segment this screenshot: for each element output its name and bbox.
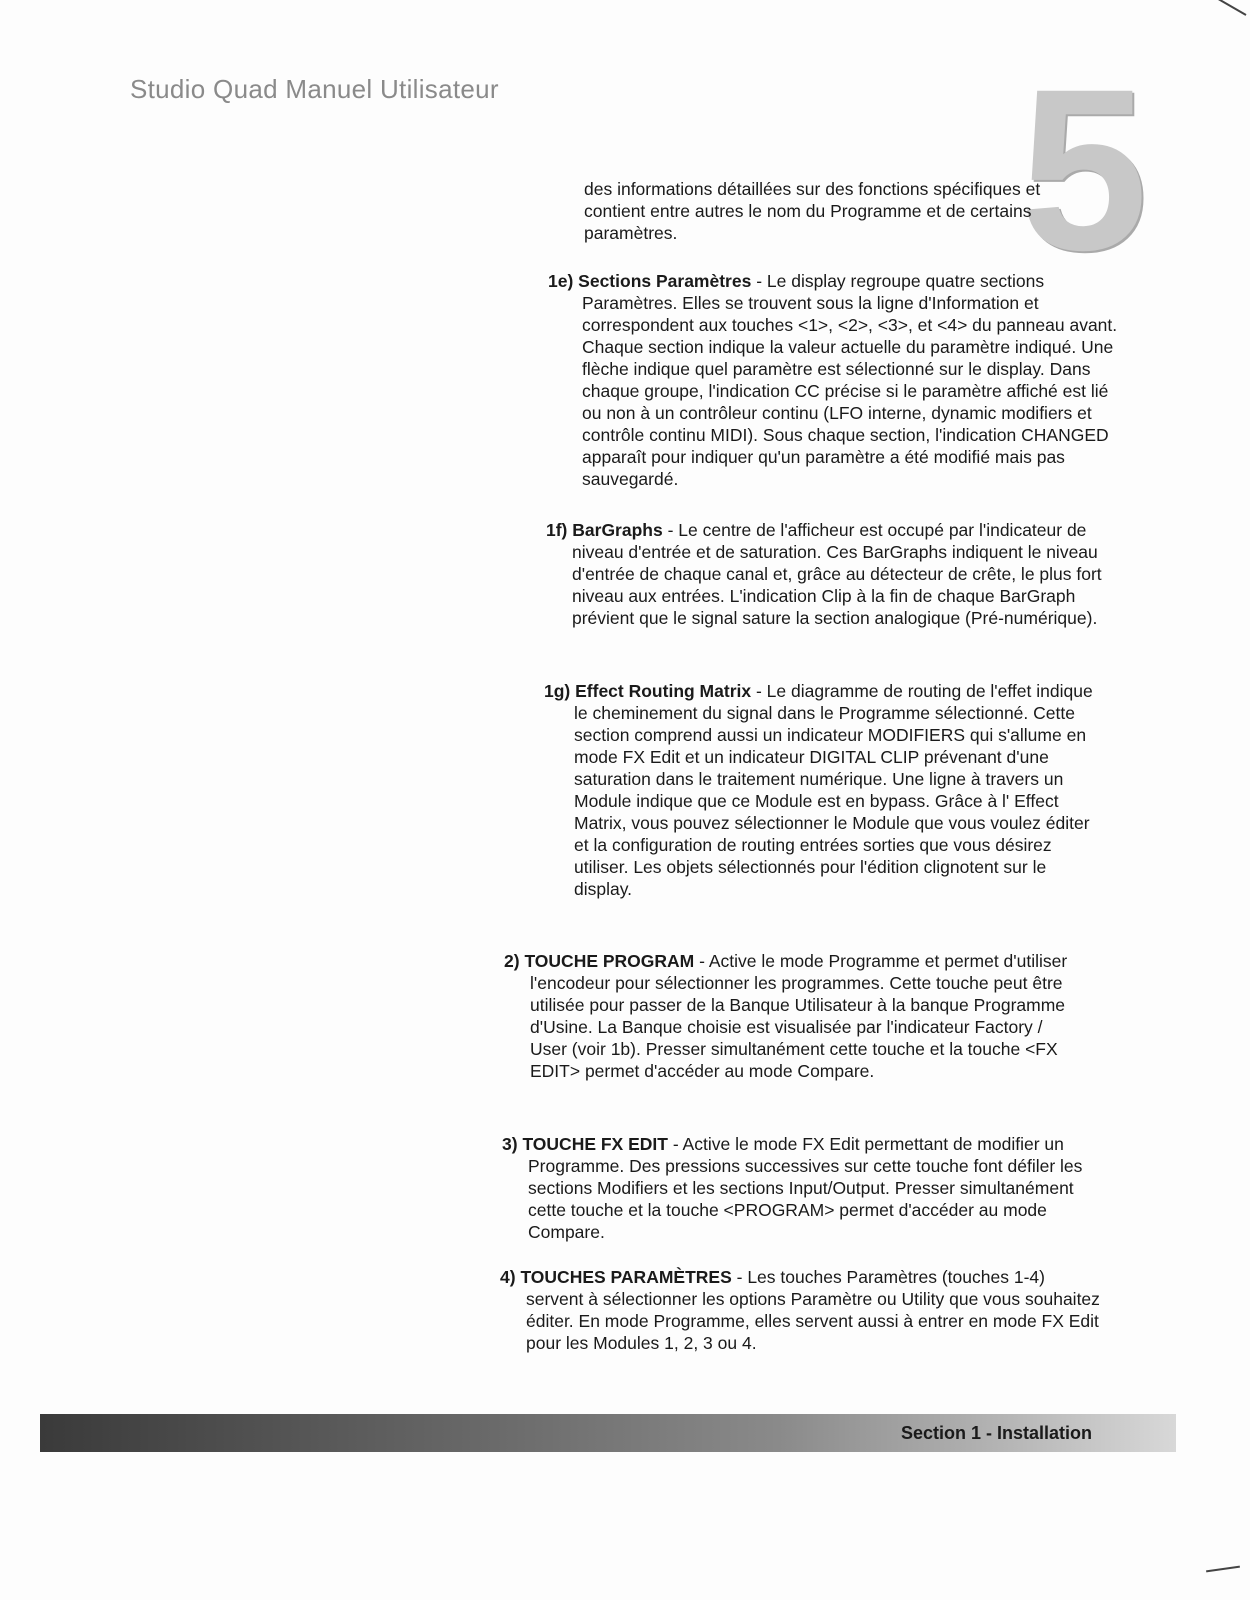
item-text: - Active le mode Programme et permet d'utiliser l'encodeur pour sélectionner les programmes. Cette touche peut être utilisée pour passer de la Banque Utilisateur à la banque Programme d'Usine. La Banque choisie est visualisée par l'indicateur Factory / User (voir 1b). Presser simultanément cette touche et la touche <FX EDIT> permet d'accéder au mode Compare.	[530, 951, 1068, 1081]
item-text: - Le display regroupe quatre sections Paramètres. Elles se trouvent sous la ligne d'Information et correspondent aux touches <1>, <2>, <3>, et <4> du panneau avant. Chaque section indique la valeur actuelle du paramètre indiqué. Une flèche indique quel paramètre est sélectionné sur le display. Dans chaque groupe, l'indication CC précise si le paramètre affiché est lié ou non à un contrôleur continu (LFO interne, dynamic modifiers et contrôle continu MIDI). Sous chaque section, l'indication CHANGED apparaît pour indiquer qu'un paramètre a été modifié mais pas sauvegardé.	[582, 271, 1118, 489]
item-number: 1e)	[548, 271, 574, 291]
item-body	[502, 1133, 1092, 1243]
footer-section-label: Section 1 - Installation	[900, 1423, 1092, 1443]
footer-bar	[40, 1414, 1176, 1452]
corner-mark	[1207, 0, 1246, 16]
item-body	[546, 519, 1116, 629]
item-1g	[544, 680, 1104, 900]
item-body	[504, 950, 1084, 1082]
item-1f	[546, 519, 1116, 629]
item-body	[500, 1266, 1100, 1354]
item-body	[548, 270, 1118, 490]
item-text: - Le centre de l'afficheur est occupé par l'indicateur de niveau d'entrée et de saturation. Ces BarGraphs indiquent le niveau d'entrée de chaque canal et, grâce au détecteur de crête, le plus fort niveau aux entrées. L'indication Clip à la fin de chaque BarGraph prévient que le signal sature la section analogique (Pré-numérique).	[572, 520, 1102, 628]
item-heading: TOUCHES PARAMÈTRES	[520, 1267, 732, 1287]
item-heading: BarGraphs	[572, 520, 663, 540]
page-header-title: Studio Quad Manuel Utilisateur	[130, 74, 499, 104]
item-number: 3)	[502, 1134, 518, 1154]
item-text: - Le diagramme de routing de l'effet indique le cheminement du signal dans le Programme sélectionné. Cette section comprend aussi un indicateur MODIFIERS qui s'allume en mode FX Edit et un indicateur DIGITAL CLIP prévenant d'une saturation dans le traitement numérique. Une ligne à travers un Module indique que ce Module est en bypass. Grâce à l' Effect Matrix, vous pouvez sélectionner le Module que vous voulez éditer et la configuration de routing entrées sorties que vous désirez utiliser. Les objets sélectionnés pour l'édition clignotent sur le display.	[574, 681, 1093, 899]
item-heading: TOUCHE FX EDIT	[522, 1134, 668, 1154]
item-number: 1g)	[544, 681, 571, 701]
intro-paragraph: des informations détaillées sur des fonctions spécifiques et contient entre autres le nom du Programme et de certains paramètres.	[584, 179, 1041, 243]
item-body	[544, 680, 1104, 900]
item-text: - Active le mode FX Edit permettant de modifier un Programme. Des pressions successives sur cette touche font défiler les sections Modifiers et les sections Input/Output. Presser simultanément cette touche et la touche <PROGRAM> permet d'accéder au mode Compare.	[528, 1134, 1083, 1242]
item-3	[502, 1133, 1092, 1243]
item-1e	[548, 270, 1118, 490]
item-2	[504, 950, 1084, 1082]
item-4	[500, 1266, 1100, 1354]
item-text: - Les touches Paramètres (touches 1-4) servent à sélectionner les options Paramètre ou Utility que vous souhaitez éditer. En mode Programme, elles servent aussi à entrer en mode FX Edit pour les Modules 1, 2, 3 ou 4.	[526, 1267, 1100, 1353]
item-heading: Sections Paramètres	[578, 271, 752, 291]
item-heading: TOUCHE PROGRAM	[524, 951, 695, 971]
item-number: 4)	[500, 1267, 516, 1287]
chapter-number: 5	[1020, 41, 1148, 298]
item-heading: Effect Routing Matrix	[575, 681, 752, 701]
corner-mark-bottom	[1206, 1566, 1240, 1573]
item-number: 2)	[504, 951, 520, 971]
item-number: 1f)	[546, 520, 568, 540]
